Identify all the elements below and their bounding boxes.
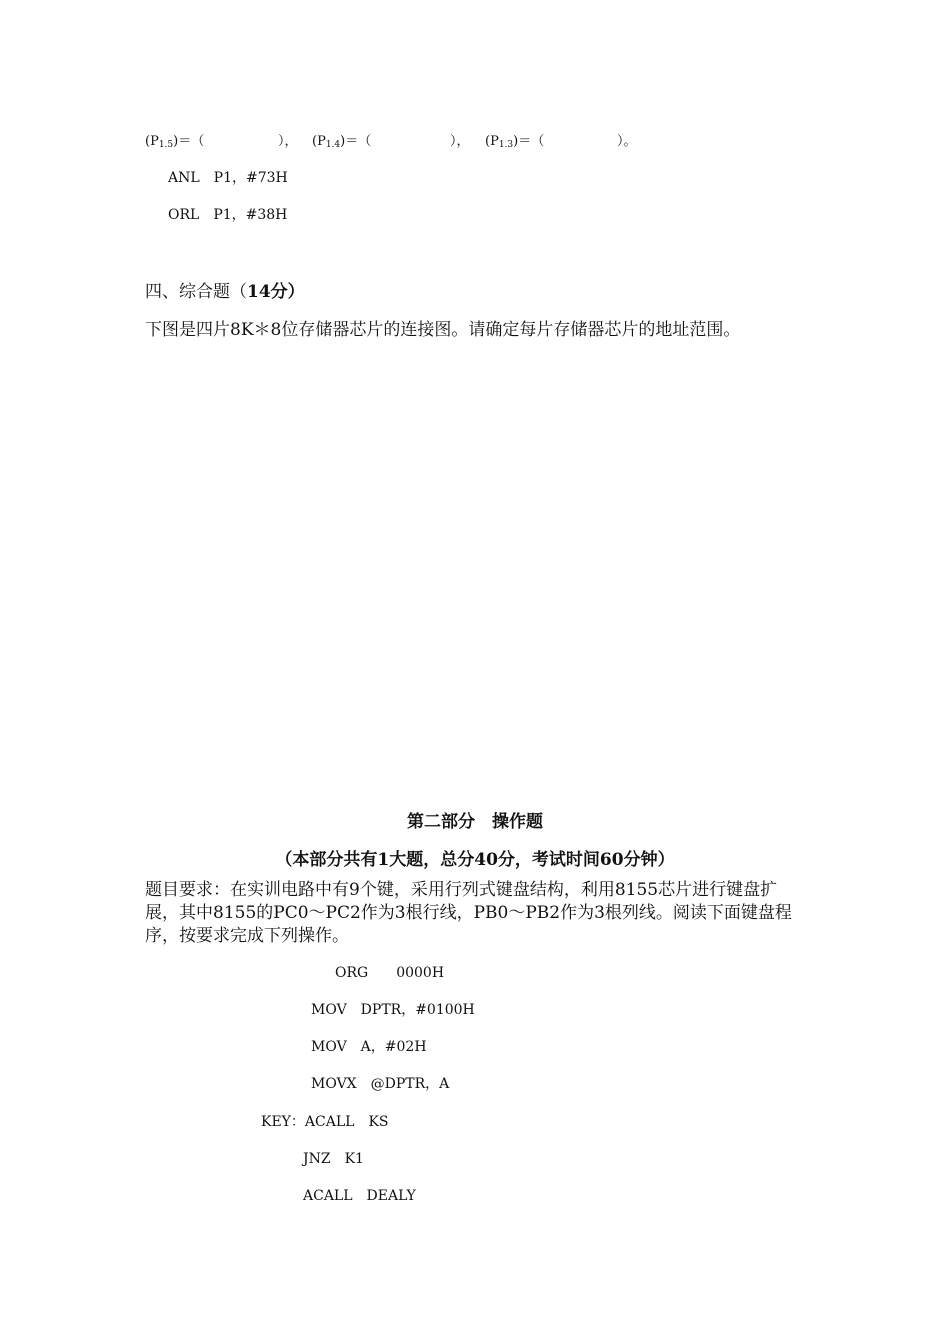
p14-equals: )＝（ — [340, 134, 372, 149]
code-anl: ANL P1，#73H — [168, 170, 288, 186]
code-movx: MOVX @DPTR，A — [311, 1076, 450, 1092]
part2-title: 第二部分 操作题 — [407, 812, 543, 832]
p15-close: ）， — [278, 134, 298, 149]
p15-equals: )＝（ — [173, 134, 205, 149]
code-mov-a: MOV A，#02H — [311, 1039, 427, 1055]
p14-subscript: 1.4 — [325, 140, 341, 150]
part2-requirement: 题目要求：在实训电路中有9个键，采用行列式键盘结构，利用8155芯片进行键盘扩展，其中8155的PC0～PC2作为3根行线，PB0～PB2作为3根列线。阅读下面键盘程序，按要求完成下列操作。 — [145, 880, 792, 946]
p13-close: ）。 — [617, 134, 637, 149]
section4-heading-text: 四、综合题（ — [145, 282, 247, 302]
section4-heading-score: 14分） — [247, 282, 305, 302]
code-orl: ORL P1，#38H — [168, 207, 288, 223]
p13-subscript: 1.3 — [498, 140, 514, 150]
p15-subscript: 1.5 — [158, 140, 174, 150]
p13-prefix: (P — [485, 134, 499, 149]
p13-equals: )＝（ — [513, 134, 545, 149]
p14-close: ）， — [450, 134, 470, 149]
p1-4-expression — [312, 130, 371, 150]
code-jnz: JNZ K1 — [303, 1151, 364, 1167]
section4-question: 下图是四片8K＊8位存储器芯片的连接图。请确定每片存储器芯片的地址范围。 — [145, 320, 741, 340]
section4-heading — [145, 277, 305, 302]
part2-subtitle: （本部分共有1大题，总分40分，考试时间60分钟） — [275, 850, 675, 870]
p14-prefix: (P — [312, 134, 326, 149]
code-acall-delay: ACALL DEALY — [303, 1188, 416, 1204]
p1-5-expression — [145, 130, 204, 150]
code-org: ORG 0000H — [335, 965, 445, 981]
code-mov-dptr: MOV DPTR，#0100H — [311, 1002, 475, 1018]
p1-3-expression — [485, 130, 544, 150]
p15-prefix: (P — [145, 134, 159, 149]
code-key-acall: KEY：ACALL KS — [261, 1114, 389, 1130]
